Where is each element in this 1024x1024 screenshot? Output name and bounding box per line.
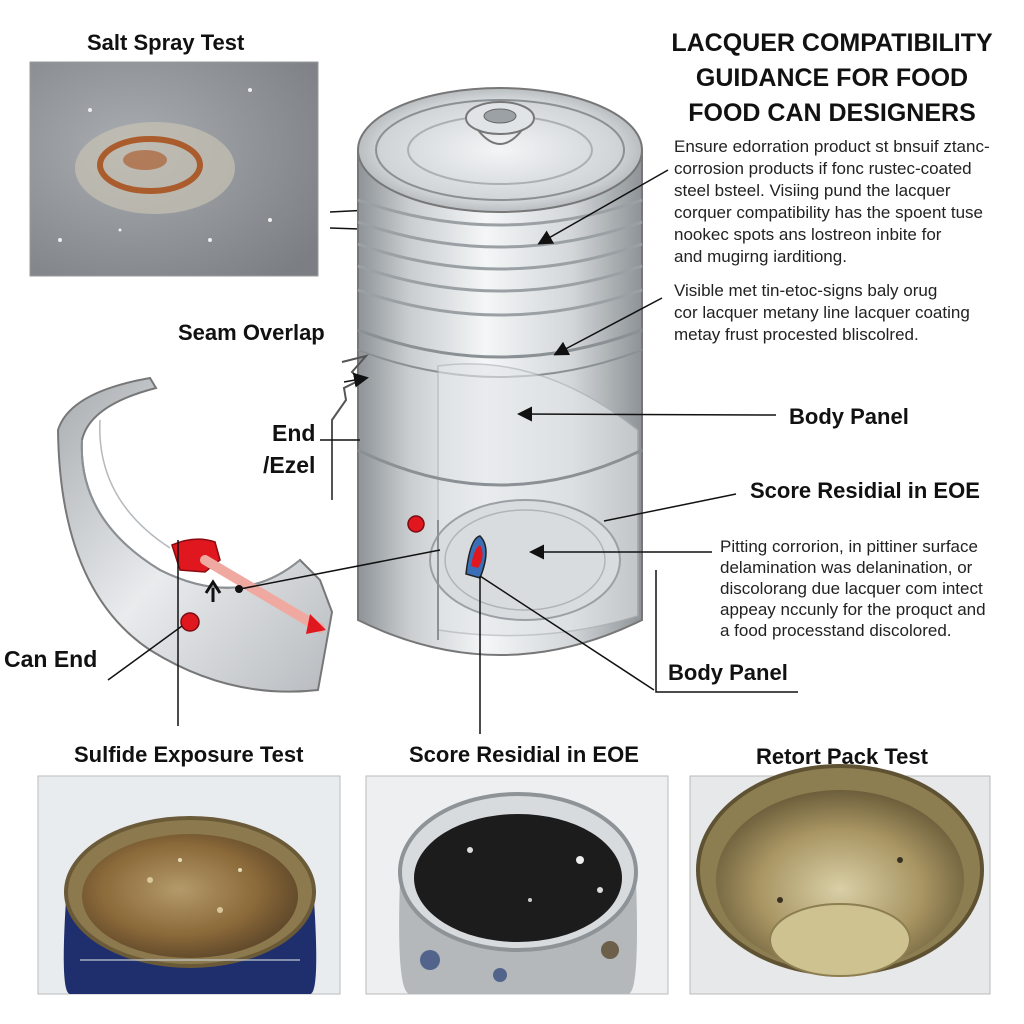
- guidance-line: steel bsteel. Visiing pund the lacquer: [674, 181, 951, 200]
- pitting-line: delamination was delanination, or: [720, 558, 973, 577]
- seam-overlap-label: Seam Overlap: [178, 320, 325, 345]
- score-residial-label-2: Score Residial in EOE: [409, 742, 639, 767]
- salt-spray-photo: [30, 62, 318, 276]
- visible-line: metay frust procested bliscolred.: [674, 325, 919, 344]
- can-illustration: [332, 88, 642, 655]
- can-end-label: Can End: [4, 646, 98, 672]
- guidance-line: corrosion products if fonc rustec-coated: [674, 159, 972, 178]
- title-line-2: GUIDANCE FOR FOOD: [695, 64, 969, 92]
- visible-signs-paragraph: [674, 280, 970, 346]
- guidance-paragraph: [674, 136, 990, 268]
- retort-pack-photo: [690, 766, 990, 994]
- pitting-line: a food processtand discolored.: [720, 621, 952, 640]
- pitting-line: appeay nccunly for the proquct and: [720, 600, 986, 619]
- page-title: [640, 26, 1024, 131]
- body-panel-label-1: Body Panel: [789, 404, 909, 429]
- guidance-line: and mugirng iarditiong.: [674, 247, 847, 266]
- title-line-3: FOOD CAN DESIGNERS: [688, 99, 976, 127]
- guidance-line: Ensure edorration product st bnsuif ztanc-: [674, 137, 990, 156]
- visible-line: cor lacquer metany line lacquer coating: [674, 303, 970, 322]
- salt-spray-label: Salt Spray Test: [87, 30, 245, 55]
- pitting-line: discolorang due lacquer com intect: [720, 579, 983, 598]
- guidance-line: corquer compatibility has the spoent tuse: [674, 203, 984, 222]
- score-residial-photo: [366, 776, 668, 994]
- title-line-1: LACQUER COMPATIBILITY: [671, 29, 993, 57]
- pitting-paragraph: [720, 536, 986, 641]
- sulfide-exposure-photo: [38, 776, 340, 994]
- body-panel-label-2: Body Panel: [668, 660, 788, 685]
- visible-line: Visible met tin-etoc-signs baly orug: [674, 281, 938, 300]
- end-bezel-label-1: End: [272, 420, 316, 446]
- retort-pack-label: Retort Pack Test: [756, 744, 928, 769]
- pitting-line: Pitting corrorion, in pittiner surface: [720, 537, 978, 556]
- sulfide-exposure-label: Sulfide Exposure Test: [74, 742, 304, 767]
- end-bezel-label-2: /Ezel: [263, 452, 316, 478]
- guidance-line: nookec spots ans lostreon inbite for: [674, 225, 942, 244]
- score-residial-label-1: Score Residial in EOE: [750, 478, 980, 503]
